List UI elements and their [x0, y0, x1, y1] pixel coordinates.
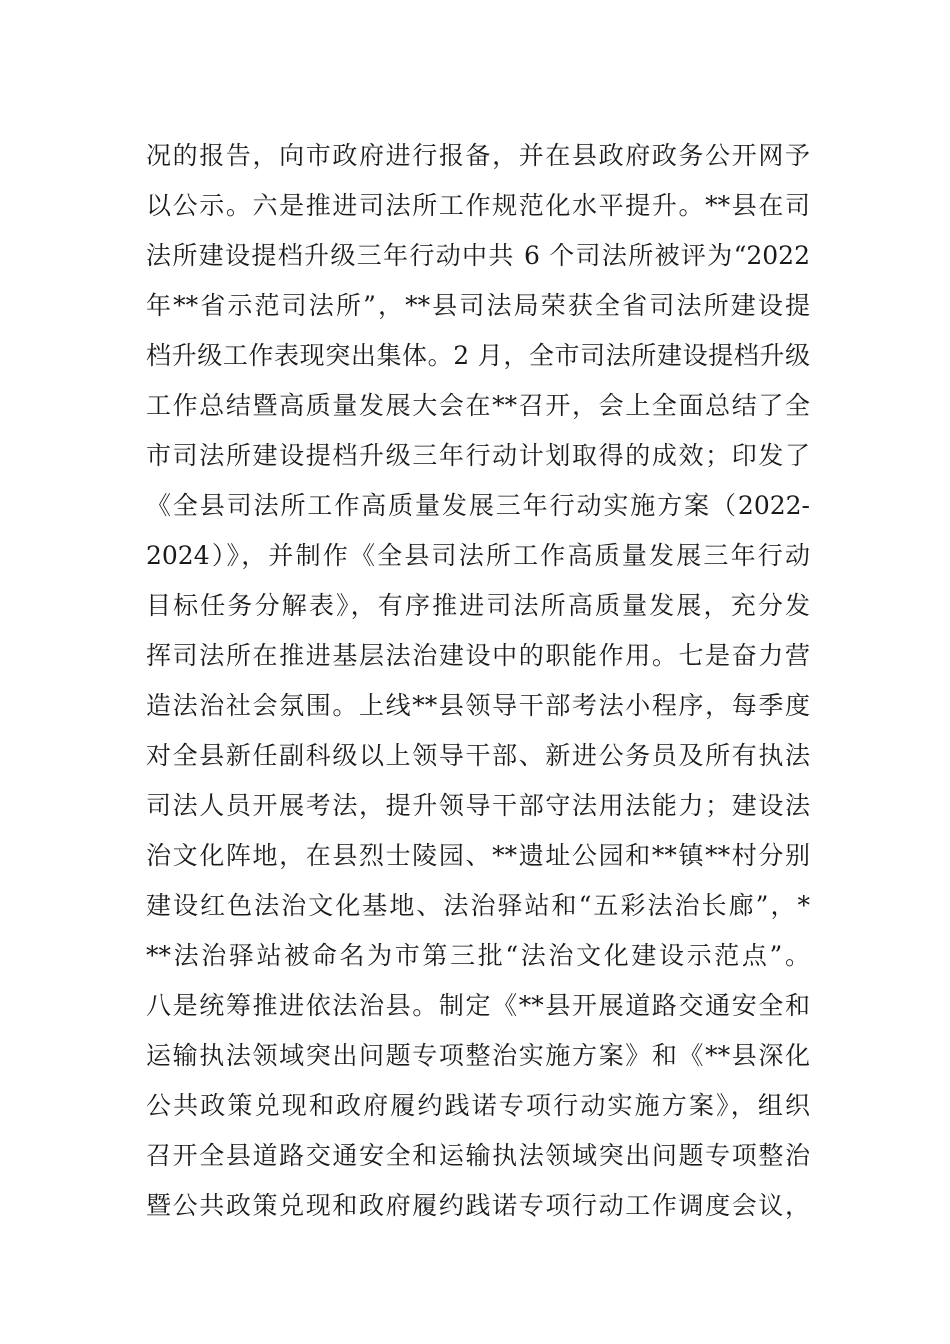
- text-line: 《全县司法所工作高质量发展三年行动实施方案（2022-: [146, 491, 810, 520]
- text-line: 公共政策兑现和政府履约践诺专项行动实施方案》，组织: [146, 1091, 810, 1120]
- body-paragraph: [146, 131, 810, 1231]
- text-line: 档升级工作表现突出集体。2 月，全市司法所建设提档升级: [146, 341, 810, 370]
- text-line: 运输执法领域突出问题专项整治实施方案》和《**县深化: [146, 1041, 810, 1070]
- text-line: 年**省示范司法所”，**县司法局荣获全省司法所建设提: [146, 291, 810, 320]
- text-line: 工作总结暨高质量发展大会在**召开，会上全面总结了全: [146, 391, 810, 420]
- text-line: 挥司法所在推进基层法治建设中的职能作用。七是奋力营: [146, 641, 810, 670]
- text-line: 暨公共政策兑现和政府履约践诺专项行动工作调度会议，: [146, 1191, 810, 1220]
- text-line: 召开全县道路交通安全和运输执法领域突出问题专项整治: [146, 1141, 810, 1170]
- text-line: 市司法所建设提档升级三年行动计划取得的成效；印发了: [146, 441, 810, 470]
- text-line: **法治驿站被命名为市第三批“法治文化建设示范点”。: [146, 941, 810, 970]
- text-line: 况的报告，向市政府进行报备，并在县政府政务公开网予: [146, 141, 810, 170]
- text-line: 2024）》，并制作《全县司法所工作高质量发展三年行动: [146, 541, 810, 570]
- text-line: 造法治社会氛围。上线**县领导干部考法小程序，每季度: [146, 691, 810, 720]
- text-line: 治文化阵地，在县烈士陵园、**遗址公园和**镇**村分别: [146, 841, 810, 870]
- text-line: 建设红色法治文化基地、法治驿站和“五彩法治长廊”，*: [146, 891, 810, 920]
- text-line: 以公示。六是推进司法所工作规范化水平提升。**县在司: [146, 191, 810, 220]
- text-line: 目标任务分解表》，有序推进司法所高质量发展，充分发: [146, 591, 810, 620]
- text-line: 司法人员开展考法，提升领导干部守法用法能力；建设法: [146, 791, 810, 820]
- text-line: 法所建设提档升级三年行动中共 6 个司法所被评为“2022: [146, 241, 810, 270]
- text-line: 八是统筹推进依法治县。制定《**县开展道路交通安全和: [146, 991, 810, 1020]
- text-line: 对全县新任副科级以上领导干部、新进公务员及所有执法: [146, 741, 810, 770]
